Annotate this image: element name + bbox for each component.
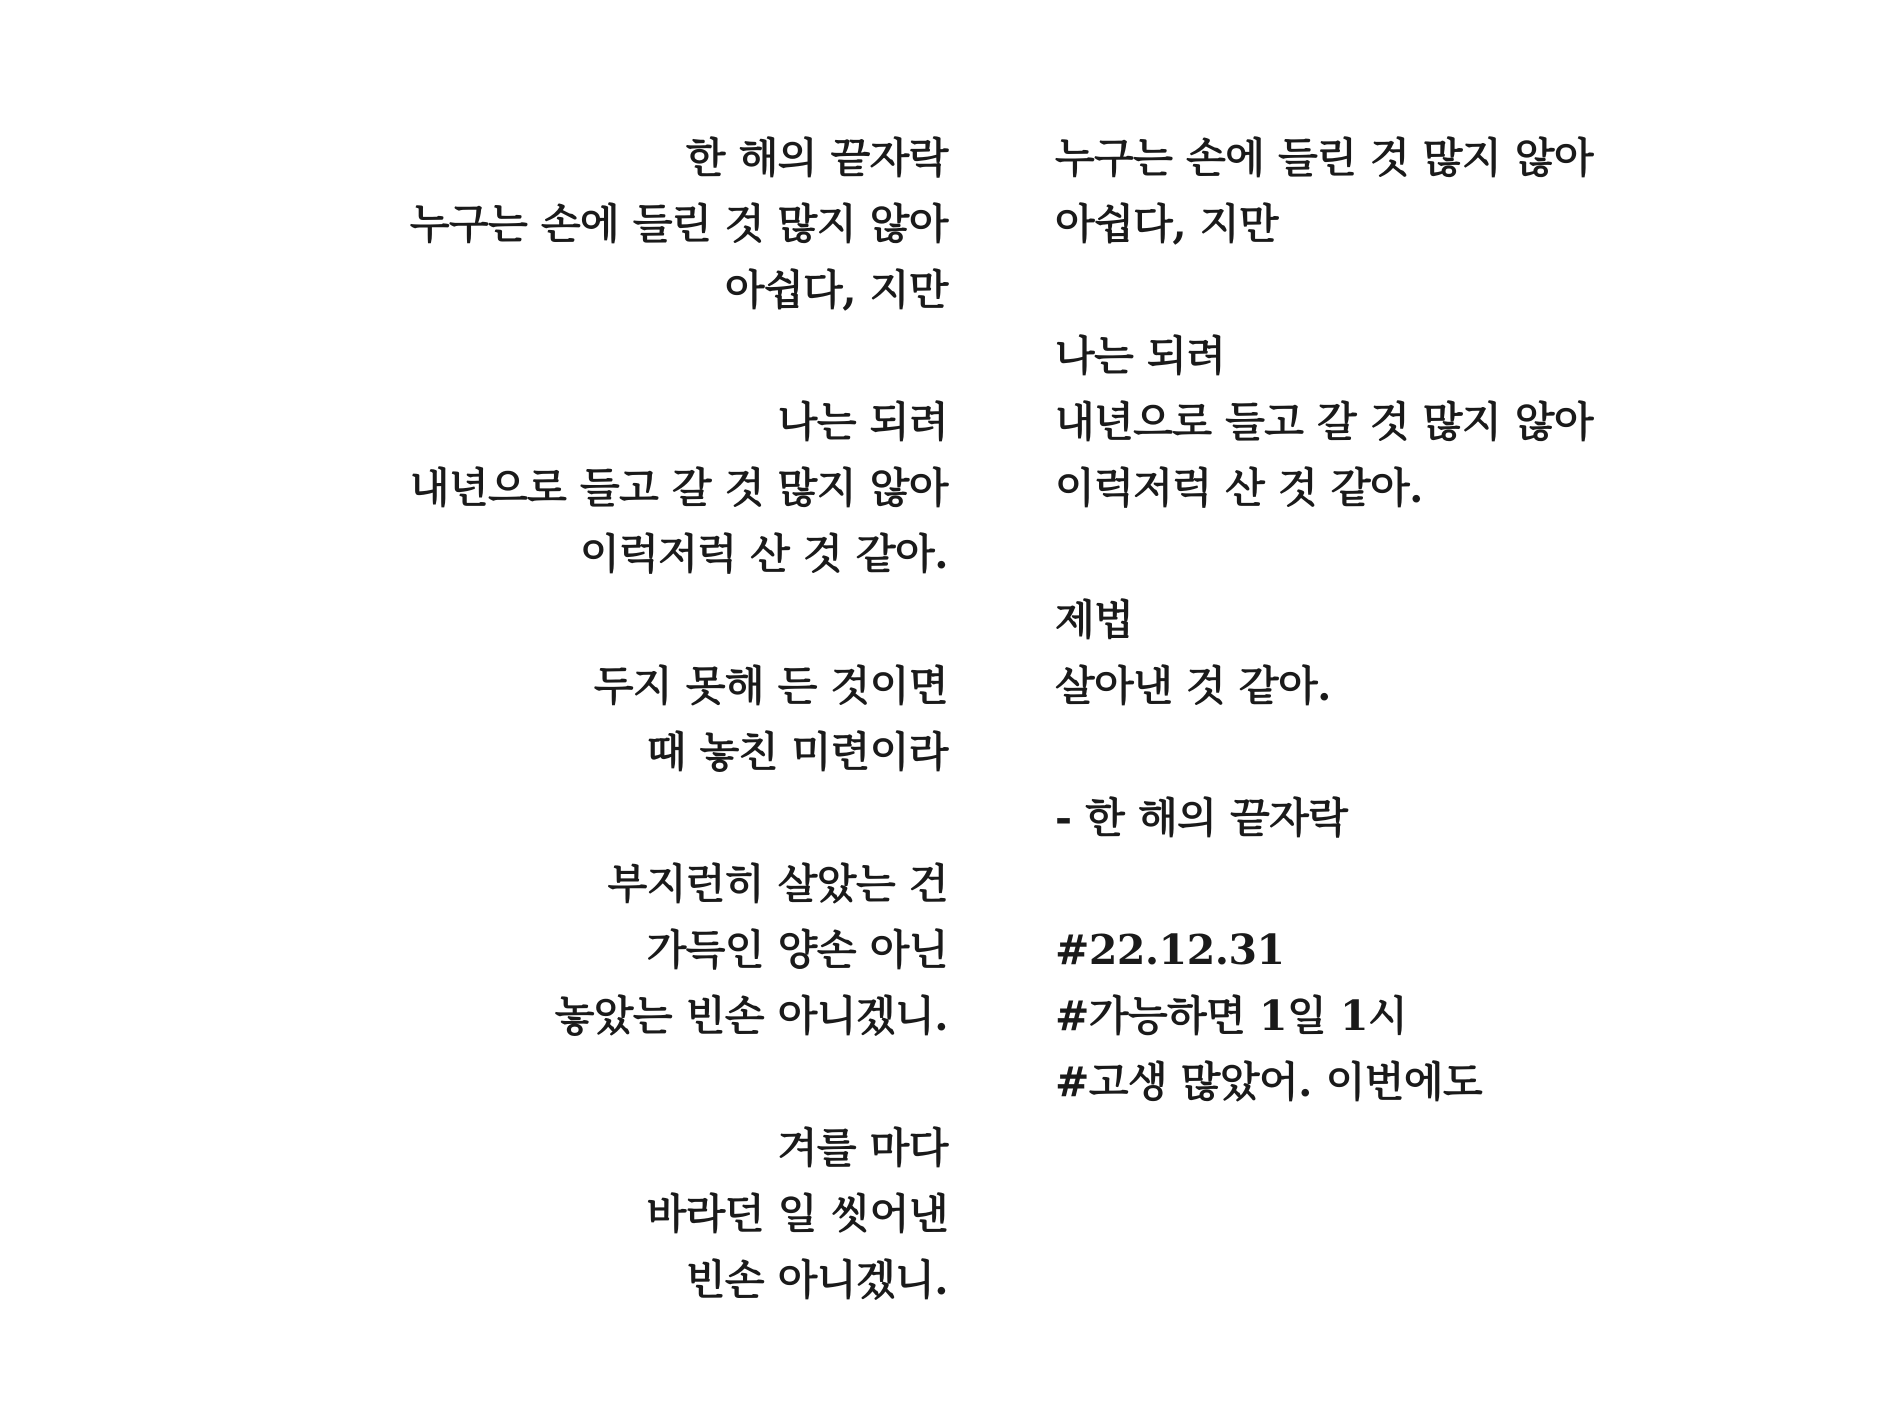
poem-line: 두지 못해 든 것이면 bbox=[593, 662, 948, 710]
poem-right-column bbox=[1055, 125, 1593, 1115]
stanza-break bbox=[1055, 719, 1593, 785]
stanza-break bbox=[410, 587, 948, 653]
poem-line: 나는 되려 bbox=[777, 398, 948, 446]
poem-line: 이럭저럭 산 것 같아. bbox=[1055, 464, 1423, 512]
stanza-break bbox=[410, 323, 948, 389]
hashtag-date: #22.12.31 bbox=[1055, 926, 1285, 974]
poem-line: 아쉽다, 지만 bbox=[724, 266, 948, 314]
stanza-break bbox=[1055, 257, 1593, 323]
poem-line: 아쉽다, 지만 bbox=[1055, 200, 1279, 248]
poem-line: 부지런히 살았는 건 bbox=[607, 860, 948, 908]
poem-line: 바라던 일 씻어낸 bbox=[646, 1190, 948, 1238]
poem-line: 겨를 마다 bbox=[777, 1124, 948, 1172]
poem-left-column bbox=[410, 125, 948, 1313]
stanza-break bbox=[410, 1049, 948, 1115]
hashtag-closing: #고생 많았어. 이번에도 bbox=[1055, 1058, 1483, 1106]
poem-line: 누구는 손에 들린 것 많지 않아 bbox=[409, 200, 948, 248]
poem-line: 내년으로 들고 갈 것 많지 않아 bbox=[1055, 398, 1594, 446]
poem-line: 가득인 양손 아닌 bbox=[646, 926, 948, 974]
poem-line: 살아낸 것 같아. bbox=[1055, 662, 1331, 710]
poem-line: 제법 bbox=[1055, 596, 1134, 644]
poem-line: 한 해의 끝자락 bbox=[685, 134, 948, 182]
poem-line: 나는 되려 bbox=[1055, 332, 1226, 380]
poem-line: 빈손 아니겠니. bbox=[685, 1256, 948, 1304]
stanza-break bbox=[1055, 851, 1593, 917]
poem-title-signature: - 한 해의 끝자락 bbox=[1055, 794, 1348, 842]
poem-line: 이럭저럭 산 것 같아. bbox=[580, 530, 948, 578]
poem-line: 때 놓친 미련이라 bbox=[646, 728, 948, 776]
poem-line: 누구는 손에 들린 것 많지 않아 bbox=[1055, 134, 1594, 182]
stanza-break bbox=[1055, 521, 1593, 587]
hashtag-daily-poem: #가능하면 1일 1시 bbox=[1055, 992, 1408, 1040]
poem-line: 내년으로 들고 갈 것 많지 않아 bbox=[409, 464, 948, 512]
stanza-break bbox=[410, 785, 948, 851]
poem-line: 놓았는 빈손 아니겠니. bbox=[554, 992, 948, 1040]
